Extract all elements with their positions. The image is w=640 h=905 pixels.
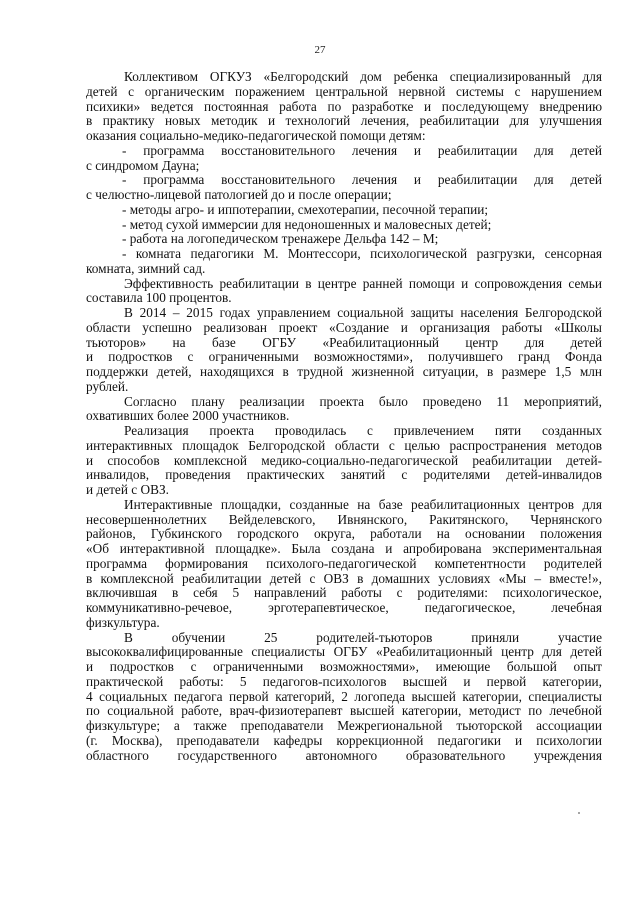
- text-line: составила 100 процентов.: [86, 291, 232, 306]
- text-line: В 2014 – 2015 годах управлением социальной защиты населения Белгородской: [124, 306, 602, 320]
- text-line: Согласно плану реализации проекта было проведено 11 мероприятий,: [124, 394, 602, 409]
- text-line: (г. Москва), преподаватели кафедры коррекционной педагогики и психологии: [86, 733, 602, 748]
- text-line: психики» ведется постоянная работа по разработке и последующему внедрению: [86, 99, 602, 114]
- text-line: 4 социальных педагога первой категорий, 2 логопеда высшей категории, специалисты: [86, 689, 602, 704]
- text-line: с челюстно-лицевой патологией до и после операции;: [86, 188, 392, 202]
- text-line: поддержки детей, находящихся в трудной жизненной ситуации, в размере 1,5 млн: [86, 365, 602, 379]
- text-line: в практику новых методик и технологий лечения, реабилитации для улучшения: [86, 114, 602, 129]
- text-line: рублей.: [86, 379, 129, 394]
- text-line: «Об интерактивной площадке». Была создана и апробирована экспериментальная: [86, 542, 602, 556]
- list-item-line: - методы агро- и иппотерапии, смехотерапии, песочной терапии;: [122, 202, 489, 217]
- text-line: районов, Губкинского городского округа, работали на основании положения: [86, 527, 602, 542]
- text-line: тьюторов» на базе ОГБУ «Реабилитационный центр для детей: [86, 335, 602, 350]
- text-line: Интерактивные площадки, созданные на базе реабилитационных центров для: [124, 497, 602, 512]
- text-line: областного государственного автономного образовательного учреждения: [86, 748, 602, 763]
- text-line: в комплексной реабилитации детей с ОВЗ в домашних условиях «Мы – вместе!»,: [86, 571, 602, 586]
- text-line: и подростков с ограниченными возможностями», имеющие большой опыт: [86, 660, 602, 674]
- list-item-line: - программа восстановительного лечения и реабилитации для детей: [122, 143, 602, 158]
- list-item-line: - работа на логопедическом тренажере Дельфа 142 – М;: [122, 232, 439, 247]
- text-line: физкультура.: [86, 615, 160, 630]
- text-line: Реализация проекта проводилась с привлечением пяти созданных: [124, 424, 602, 438]
- text-line: Коллективом ОГКУЗ «Белгородский дом ребенка специализированный для: [124, 70, 602, 84]
- text-line: включившая в себя 5 направлений работы с родителями: психологическое,: [86, 586, 602, 601]
- scan-speck: [578, 812, 580, 814]
- text-line: комната, зимний сад.: [86, 261, 206, 276]
- text-line: высококвалифицированные специалисты ОГБУ «Реабилитационный центр для детей: [86, 645, 602, 660]
- list-item-line: - программа восстановительного лечения и реабилитации для детей: [122, 173, 602, 188]
- text-line: и способов комплексной медико-социально-педагогической реабилитации детей-: [86, 453, 602, 468]
- text-line: физкультуре; а также преподаватели Межрегиональной тьюторской ассоциации: [86, 719, 602, 733]
- text-line: с синдромом Дауна;: [86, 158, 200, 173]
- text-line: и подростков с ограниченными возможностями», получившего гранд Фонда: [86, 350, 602, 365]
- text-line: программа формирования психолого-педагогической компетентности родителей: [86, 556, 602, 571]
- list-item-line: - комната педагогики М. Монтессори, психологической разгрузки, сенсорная: [122, 247, 602, 261]
- text-line: В обучении 25 родителей-тьюторов приняли участие: [124, 630, 602, 645]
- text-line: по социальной работе, врач-физиотерапевт высшей категории, методист по лечебной: [86, 704, 602, 719]
- text-line: детей с органическим поражением центральной нервной системы с нарушением: [86, 84, 602, 99]
- text-line: охвативших более 2000 участников.: [86, 409, 290, 424]
- text-line: области успешно реализован проект «Создание и организация работы «Школы: [86, 320, 602, 335]
- page-number: 27: [314, 44, 326, 56]
- text-line: интерактивных площадок Белгородской области с целью распространения методов: [86, 438, 602, 453]
- text-line: и детей с ОВЗ.: [86, 483, 169, 497]
- text-line: Эффективность реабилитации в центре ранней помощи и сопровождения семьи: [124, 276, 602, 291]
- text-line: оказания социально-медико-педагогической помощи детям:: [86, 129, 426, 143]
- text-line: коммуникативно-речевое, эрготерапевтическое, педагогическое, лечебная: [86, 601, 602, 615]
- list-item-line: - метод сухой иммерсии для недоношенных и маловесных детей;: [122, 217, 492, 232]
- text-line: практической работы: 5 педагогов-психологов высшей и первой категории,: [86, 674, 602, 689]
- text-line: инвалидов, проведения практических занятий с родителями детей-инвалидов: [86, 468, 602, 483]
- text-line: несовершеннолетних Вейделевского, Ивнянского, Ракитянского, Чернянского: [86, 512, 602, 527]
- document-body: [86, 70, 602, 763]
